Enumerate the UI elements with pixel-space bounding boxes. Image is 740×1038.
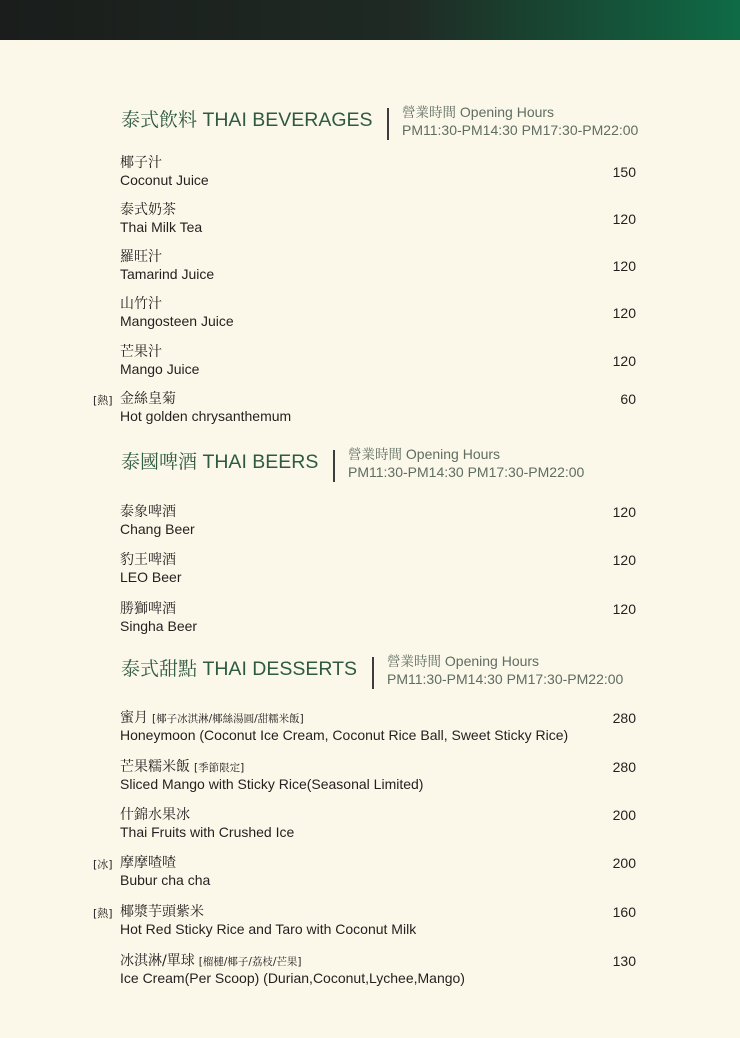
item-name-en: LEO Beer bbox=[120, 569, 182, 585]
item-name-zh-text: 蜜月 bbox=[120, 710, 148, 726]
menu-item bbox=[0, 202, 740, 242]
item-name-zh bbox=[120, 759, 244, 777]
section-title bbox=[121, 108, 373, 132]
item-name-en: Hot Red Sticky Rice and Taro with Coconut Milk bbox=[120, 921, 417, 937]
menu-item bbox=[0, 504, 740, 544]
section-beers bbox=[0, 446, 740, 490]
item-price: 280 bbox=[612, 759, 636, 775]
item-price: 120 bbox=[612, 353, 636, 369]
hours-label-en: Opening Hours bbox=[459, 104, 555, 120]
item-name-en: Tamarind Juice bbox=[120, 266, 215, 282]
item-price: 200 bbox=[612, 807, 636, 823]
hours-time: PM11:30-PM14:30 PM17:30-PM22:00 bbox=[402, 122, 639, 138]
item-price: 120 bbox=[612, 258, 636, 274]
item-name-en: Bubur cha cha bbox=[120, 872, 211, 888]
item-name-zh: 泰象啤酒 bbox=[120, 504, 176, 520]
item-name-zh: 芒果汁 bbox=[120, 344, 162, 360]
item-name-zh-text: 冰淇淋/單球 bbox=[120, 953, 195, 969]
item-price: 120 bbox=[612, 552, 636, 568]
item-temperature-tag: [冰] bbox=[93, 858, 113, 871]
menu-item bbox=[0, 552, 740, 592]
item-name-zh: 豹王啤酒 bbox=[120, 552, 176, 568]
section-title-zh: 泰式甜點 bbox=[121, 658, 198, 680]
section-desserts bbox=[0, 653, 740, 697]
item-note: [季節限定] bbox=[194, 762, 245, 774]
item-price: 280 bbox=[612, 710, 636, 726]
section-title-en: THAI BEERS bbox=[202, 451, 319, 473]
menu-item bbox=[0, 155, 740, 195]
section-header bbox=[0, 653, 740, 697]
section-title-en: THAI BEVERAGES bbox=[202, 109, 373, 131]
item-name-zh bbox=[120, 710, 304, 728]
hours-time: PM11:30-PM14:30 PM17:30-PM22:00 bbox=[387, 671, 624, 687]
item-name-zh: 椰漿芋頭紫米 bbox=[120, 904, 204, 920]
menu-item bbox=[0, 710, 740, 750]
menu-item bbox=[0, 391, 740, 431]
hours-label-zh: 營業時間 bbox=[348, 447, 402, 463]
section-title bbox=[121, 657, 357, 681]
menu-item bbox=[0, 855, 740, 895]
item-name-zh: 泰式奶茶 bbox=[120, 202, 176, 218]
item-name-zh: 山竹汁 bbox=[120, 296, 162, 312]
item-name-zh: 金絲皇菊 bbox=[120, 391, 176, 407]
item-name-zh: 椰子汁 bbox=[120, 155, 162, 171]
item-price: 120 bbox=[612, 504, 636, 520]
menu-item bbox=[0, 249, 740, 289]
opening-hours bbox=[402, 104, 638, 139]
section-beverages bbox=[0, 104, 740, 148]
item-name-en: Thai Fruits with Crushed Ice bbox=[120, 824, 295, 840]
hours-label-zh: 營業時間 bbox=[387, 654, 441, 670]
header-divider bbox=[372, 657, 374, 689]
item-name-en: Mangosteen Juice bbox=[120, 313, 234, 329]
item-price: 120 bbox=[612, 305, 636, 321]
item-temperature-tag: [熱] bbox=[93, 394, 113, 407]
item-name-en: Sliced Mango with Sticky Rice(Seasonal Limited) bbox=[120, 776, 424, 792]
item-temperature-tag: [熱] bbox=[93, 907, 113, 920]
item-price: 60 bbox=[620, 391, 636, 407]
item-name-zh: 什錦水果冰 bbox=[120, 807, 190, 823]
section-header bbox=[0, 446, 740, 490]
item-name-en: Thai Milk Tea bbox=[120, 219, 203, 235]
menu-item bbox=[0, 807, 740, 847]
item-note: [榴槤/椰子/荔枝/芒果] bbox=[198, 956, 302, 968]
hours-label-en: Opening Hours bbox=[405, 446, 501, 462]
item-price: 130 bbox=[612, 953, 636, 969]
item-name-en: Hot golden chrysanthemum bbox=[120, 408, 292, 424]
menu-item bbox=[0, 904, 740, 944]
top-banner bbox=[0, 0, 740, 40]
hours-label-zh: 營業時間 bbox=[402, 105, 456, 121]
item-price: 120 bbox=[612, 211, 636, 227]
item-name-en: Mango Juice bbox=[120, 361, 200, 377]
item-name-en: Coconut Juice bbox=[120, 172, 209, 188]
item-price: 120 bbox=[612, 601, 636, 617]
section-title bbox=[121, 450, 318, 474]
item-price: 160 bbox=[612, 904, 636, 920]
item-name-zh: 摩摩喳喳 bbox=[120, 855, 176, 871]
opening-hours bbox=[387, 653, 623, 688]
menu-item bbox=[0, 601, 740, 641]
item-price: 200 bbox=[612, 855, 636, 871]
item-name-zh: 勝獅啤酒 bbox=[120, 601, 176, 617]
menu-item bbox=[0, 759, 740, 799]
hours-time: PM11:30-PM14:30 PM17:30-PM22:00 bbox=[348, 464, 585, 480]
section-title-en: THAI DESSERTS bbox=[202, 658, 358, 680]
item-name-en: Singha Beer bbox=[120, 618, 198, 634]
item-name-zh-text: 芒果糯米飯 bbox=[120, 759, 190, 775]
opening-hours bbox=[348, 446, 584, 481]
item-name-en: Honeymoon (Coconut Ice Cream, Coconut Rice Ball, Sweet Sticky Rice) bbox=[120, 727, 569, 743]
menu-item bbox=[0, 344, 740, 384]
menu-item bbox=[0, 296, 740, 336]
hours-label-en: Opening Hours bbox=[444, 653, 540, 669]
header-divider bbox=[387, 108, 389, 140]
item-price: 150 bbox=[612, 164, 636, 180]
item-name-en: Ice Cream(Per Scoop) (Durian,Coconut,Lychee,Mango) bbox=[120, 970, 465, 986]
item-name-en: Chang Beer bbox=[120, 521, 195, 537]
section-header bbox=[0, 104, 740, 148]
section-title-zh: 泰式飲料 bbox=[121, 109, 198, 131]
item-name-zh bbox=[120, 953, 302, 971]
header-divider bbox=[333, 450, 335, 482]
menu-item bbox=[0, 953, 740, 993]
item-name-zh: 羅旺汁 bbox=[120, 249, 162, 265]
item-note: [椰子冰淇淋/椰絲湯圓/甜糯米飯] bbox=[152, 713, 304, 725]
section-title-zh: 泰國啤酒 bbox=[121, 451, 198, 473]
